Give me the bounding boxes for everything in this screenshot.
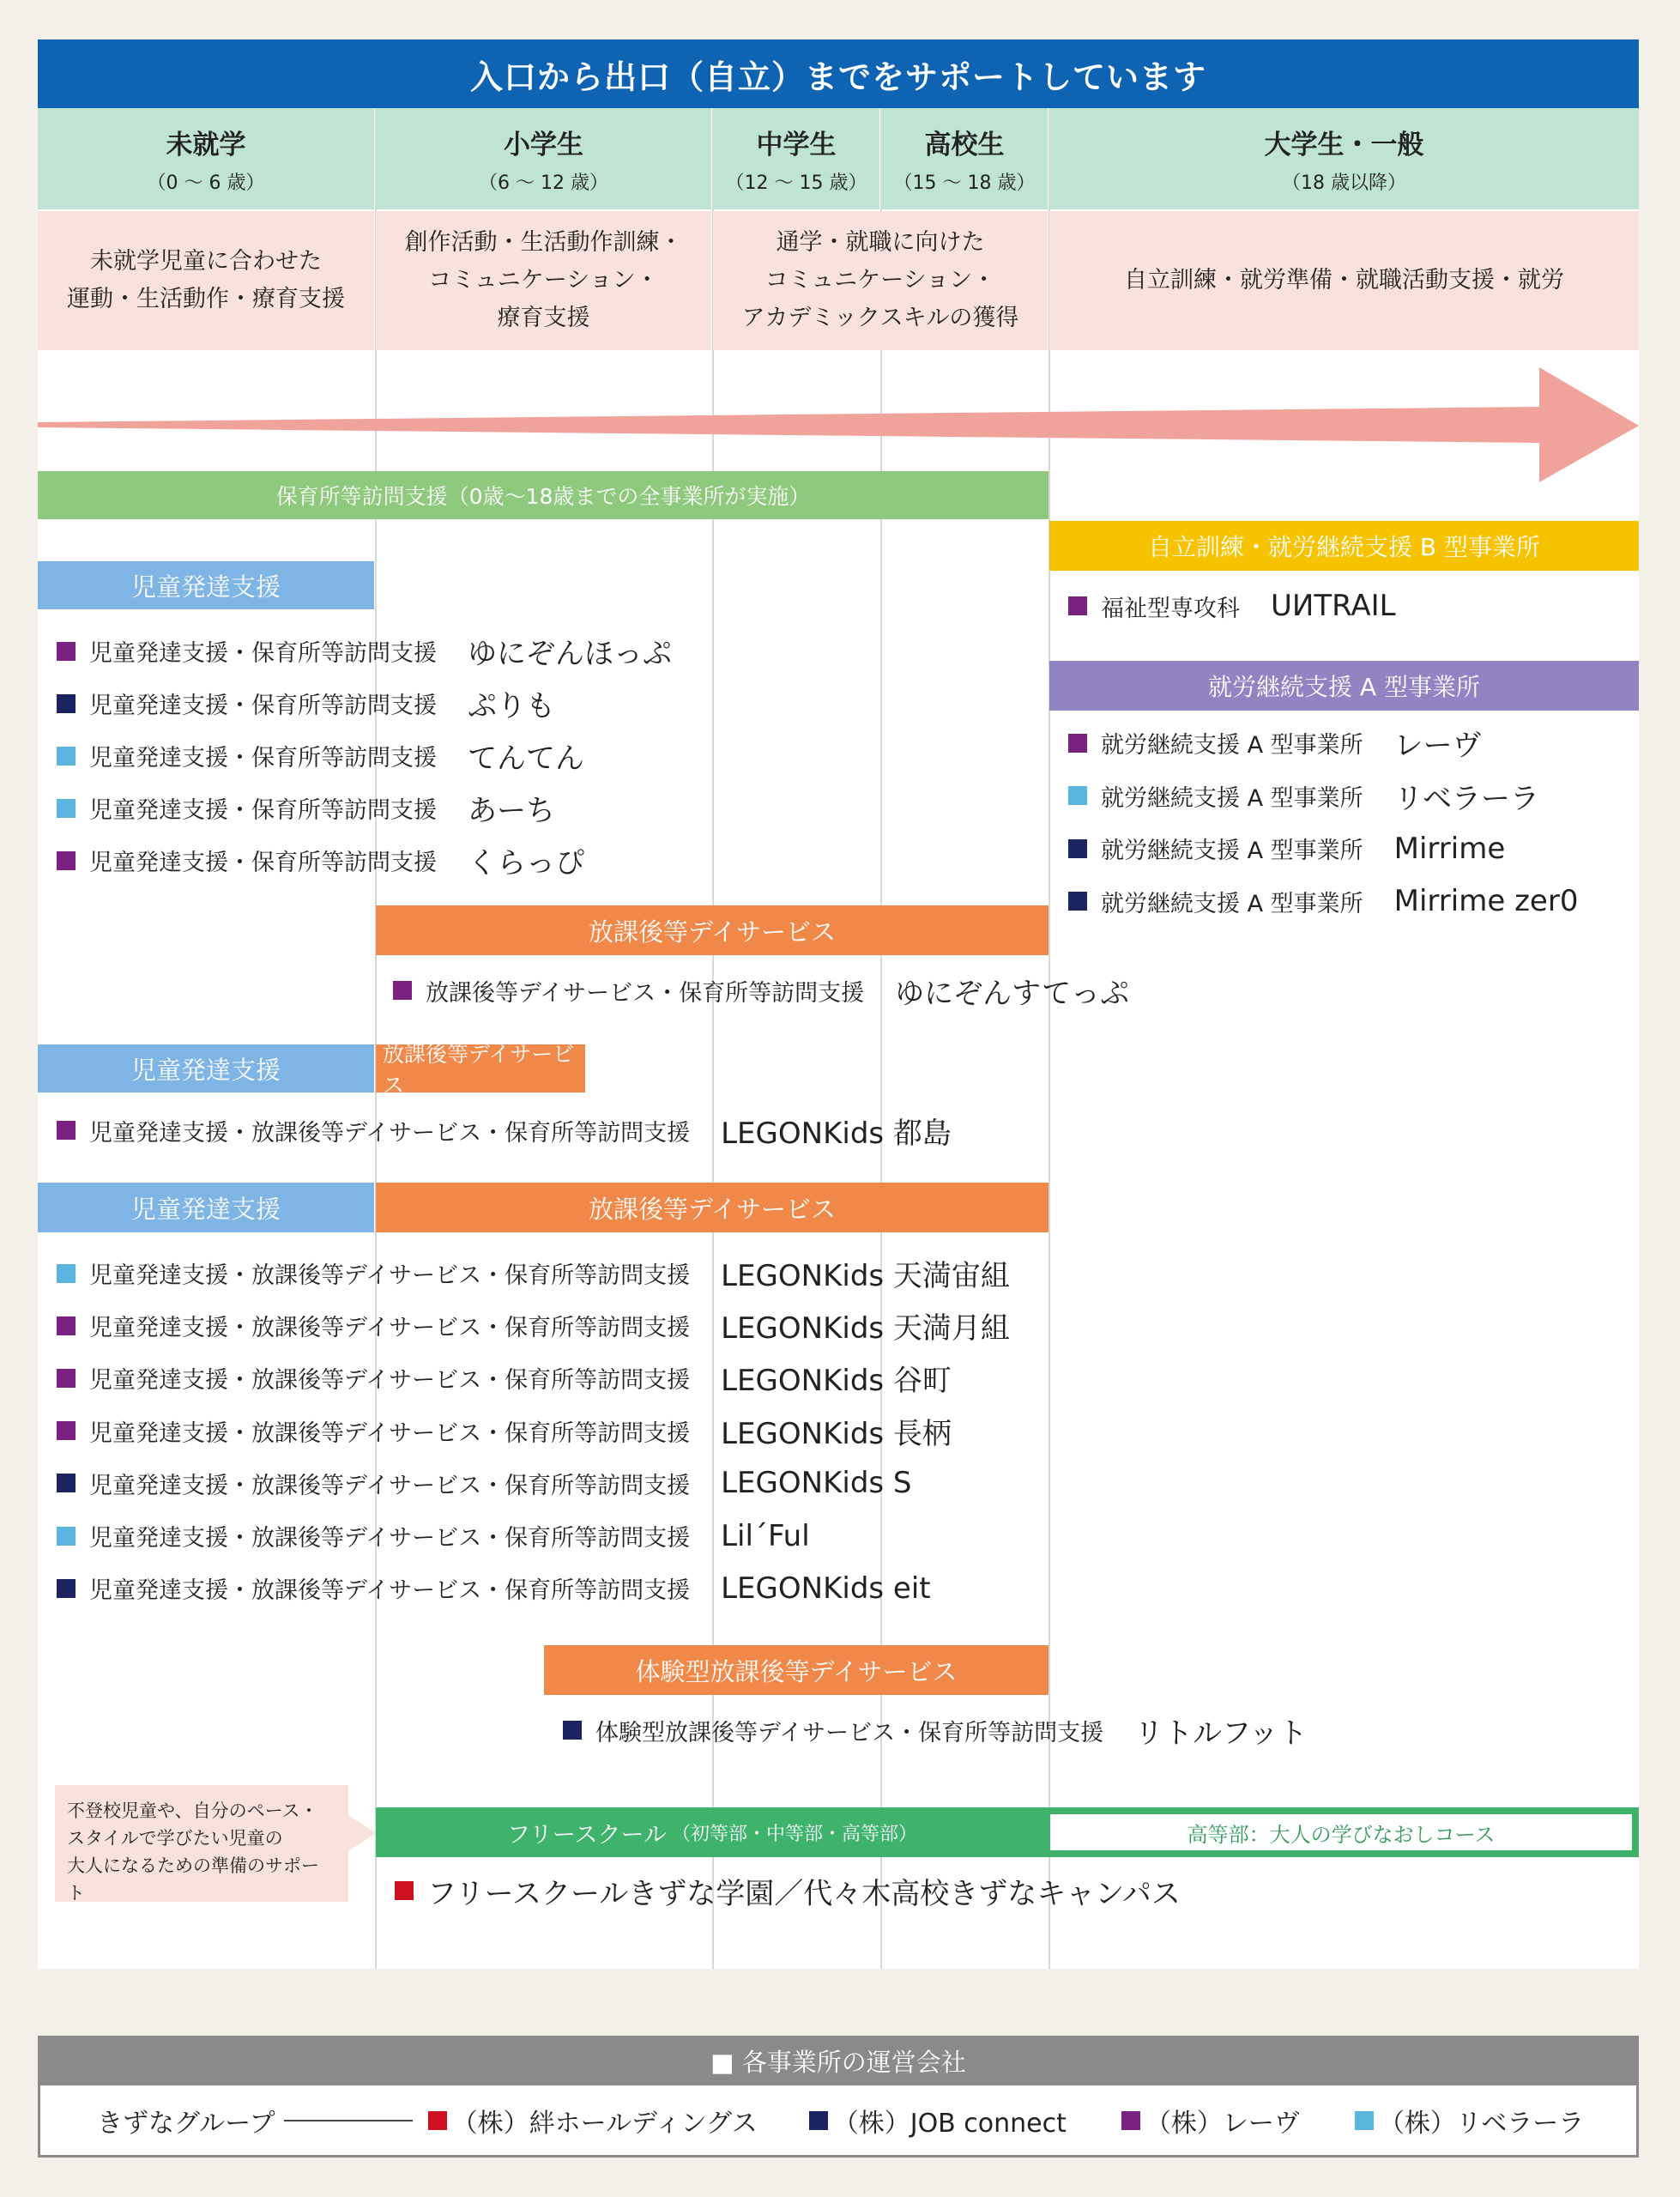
shuro-a-bar: 就労継続支援 A 型事業所 — [1049, 661, 1639, 711]
note-pointer-icon — [347, 1814, 378, 1852]
facility-type: 児童発達支援・放課後等デイサービス・保育所等訪問支援 — [89, 1367, 691, 1395]
list-item — [57, 1405, 1010, 1457]
facility-name: LEGONKids eit — [721, 1571, 931, 1606]
facility-name: リベラーラ — [1393, 781, 1539, 816]
lightblue-square-icon — [57, 799, 76, 818]
facility-type: 児童発達支援・放課後等デイサービス・保育所等訪問支援 — [89, 1525, 691, 1552]
houkago-day-bar: 放課後等デイサービス — [376, 905, 1048, 955]
facility-name: LEGONKids S — [721, 1466, 912, 1501]
navy-square-icon — [1068, 892, 1087, 911]
free-school-label: フリースクール — [506, 1821, 667, 1849]
stage-elementary — [376, 108, 711, 209]
progress-arrow-icon — [38, 360, 1642, 489]
list-item — [1068, 717, 1578, 770]
jidou3-list — [57, 1247, 1010, 1614]
red-square-icon — [428, 2111, 447, 2130]
list-item — [57, 1562, 1010, 1614]
list-item — [57, 677, 672, 729]
facility-type: 児童発達支援・放課後等デイサービス・保育所等訪問支援 — [89, 1472, 691, 1499]
facility-name: LEGONKids 長柄 — [721, 1416, 952, 1451]
group-name: きずなグループ — [97, 2108, 275, 2139]
purple-square-icon — [1121, 2111, 1140, 2130]
facility-name: ぷりも — [468, 689, 555, 723]
stage-description: 自立訓練・就労準備・就職活動支援・就労 — [1049, 211, 1639, 350]
facility-name: Lil´Ful — [721, 1518, 810, 1553]
list-item — [57, 1105, 952, 1156]
company-name: （株）JOB connect — [832, 2108, 1067, 2139]
stage-range: （15 〜 18 歳） — [893, 172, 1036, 194]
facility-name: あーち — [468, 794, 555, 828]
shuro-a-list — [1068, 717, 1578, 928]
houkago-day-bar: 放課後等デイサービス — [376, 1044, 585, 1092]
purple-square-icon — [57, 642, 76, 661]
stage-range: （18 歳以降） — [1282, 172, 1406, 194]
facility-type: 就労継続支援 A 型事業所 — [1101, 890, 1363, 917]
facility-type: 就労継続支援 A 型事業所 — [1101, 732, 1363, 760]
jidou2-list — [57, 1105, 952, 1156]
lightblue-square-icon — [57, 747, 76, 766]
stage-range: （12 〜 15 歳） — [725, 172, 867, 194]
list-item — [57, 1352, 1010, 1404]
navy-square-icon — [1068, 839, 1087, 858]
facility-name: くらっぴ — [468, 846, 584, 881]
facility-type: 児童発達支援・保育所等訪問支援 — [89, 850, 437, 876]
page-title: 入口から出口（自立）までをサポートしています — [38, 39, 1639, 108]
purple-square-icon — [393, 981, 412, 1000]
navy-square-icon — [57, 694, 76, 713]
facility-type: 児童発達支援・保育所等訪問支援 — [89, 640, 437, 667]
facility-type: 児童発達支援・放課後等デイサービス・保育所等訪問支援 — [89, 1577, 691, 1605]
stage-description: 創作活動・生活動作訓練・ コミュニケーション・ 療育支援 — [376, 211, 711, 350]
list-item — [57, 1247, 1010, 1299]
navy-square-icon — [57, 1579, 76, 1598]
stage-range: （6 〜 12 歳） — [479, 172, 608, 194]
list-item — [57, 1299, 1010, 1352]
stage-preschool — [38, 108, 374, 209]
facility-type: 児童発達支援・保育所等訪問支援 — [89, 745, 437, 772]
lightblue-square-icon — [1355, 2111, 1374, 2130]
stage-adult — [1049, 108, 1639, 209]
facility-name: ゆにぞんほっぷ — [468, 637, 672, 671]
free-school-list — [395, 1866, 1181, 1916]
facility-type: 児童発達支援・保育所等訪問支援 — [89, 693, 437, 719]
facility-name: Mirrime — [1393, 831, 1506, 866]
houkago1-list — [393, 965, 1129, 1016]
company-name: （株）絆ホールディングス — [451, 2108, 758, 2139]
free-school-label-wrap — [376, 1807, 1048, 1857]
stage-description: 通学・就職に向けた コミュニケーション・ アカデミックスキルの獲得 — [713, 211, 1048, 350]
operators-header: ■ 各事業所の運営会社 — [38, 2036, 1639, 2085]
stage-name: 中学生 — [756, 130, 837, 160]
stage-name: 大学生・一般 — [1264, 130, 1424, 160]
purple-square-icon — [57, 1316, 76, 1335]
facility-type: 児童発達支援・放課後等デイサービス・保育所等訪問支援 — [89, 1419, 691, 1447]
navy-square-icon — [57, 1474, 76, 1492]
facility-name: LEGONKids 谷町 — [721, 1364, 952, 1399]
stage-high-school — [881, 108, 1048, 209]
facility-type: 放課後等デイサービス・保育所等訪問支援 — [426, 979, 865, 1007]
facility-name: Mirrime zer0 — [1393, 884, 1579, 919]
list-item — [395, 1866, 1181, 1916]
purple-square-icon — [57, 1121, 76, 1140]
facility-type: 体験型放課後等デイサービス・保育所等訪問支援 — [595, 1719, 1104, 1746]
facility-name: フリースクールきずな学園／代々木高校きずなキャンパス — [427, 1876, 1181, 1911]
facility-name: LEGONKids 都島 — [721, 1116, 952, 1151]
facility-type: 就労継続支援 A 型事業所 — [1101, 838, 1363, 865]
purple-square-icon — [1068, 734, 1087, 753]
facility-name: てんてん — [468, 741, 584, 776]
jidou1-list — [57, 625, 672, 887]
list-item — [1068, 822, 1578, 875]
list-item — [57, 729, 672, 782]
list-item — [1068, 770, 1578, 823]
facility-type: 児童発達支援・保育所等訪問支援 — [89, 797, 437, 824]
list-item — [57, 834, 672, 887]
facility-type: 児童発達支援・放課後等デイサービス・保育所等訪問支援 — [89, 1262, 691, 1290]
facility-type: 児童発達支援・放課後等デイサービス・保育所等訪問支援 — [89, 1315, 691, 1342]
purple-square-icon — [57, 851, 76, 870]
facility-name: レーヴ — [1393, 729, 1482, 764]
jiritsu-b-bar: 自立訓練・就労継続支援 B 型事業所 — [1049, 521, 1639, 571]
facility-name: UИTRAIL — [1271, 589, 1396, 623]
facility-name: LEGONKids 天満宙組 — [721, 1259, 1010, 1294]
purple-square-icon — [57, 1369, 76, 1388]
list-item — [1068, 580, 1396, 632]
list-item — [393, 965, 1129, 1016]
facility-type: 児童発達支援・放課後等デイサービス・保育所等訪問支援 — [89, 1119, 691, 1147]
facility-name: LEGONKids 天満月組 — [721, 1311, 1010, 1347]
red-square-icon — [395, 1881, 414, 1900]
jiritsu-b-list — [1068, 580, 1396, 632]
houkago-day-bar: 放課後等デイサービス — [376, 1183, 1048, 1232]
list-item — [57, 782, 672, 834]
stage-description: 未就学児童に合わせた 運動・生活動作・療育支援 — [38, 211, 374, 350]
stage-range: （0 〜 6 歳） — [147, 172, 265, 194]
jidou-hattatsu-bar: 児童発達支援 — [38, 561, 374, 609]
company-name: （株）レーヴ — [1145, 2108, 1300, 2139]
lightblue-square-icon — [1068, 786, 1087, 805]
facility-type: 福祉型専攻科 — [1101, 595, 1240, 622]
list-item — [1068, 875, 1578, 929]
facility-name: リトルフット — [1134, 1716, 1308, 1751]
legend-divider — [284, 2120, 413, 2121]
hoikusho-bar: 保育所等訪問支援（0歳〜18歳までの全事業所が実施） — [38, 471, 1048, 519]
facility-name: ゆにぞんすてっぷ — [895, 976, 1130, 1011]
jidou-hattatsu-bar: 児童発達支援 — [38, 1044, 374, 1092]
facility-type: 就労継続支援 A 型事業所 — [1101, 784, 1363, 812]
navy-square-icon — [809, 2111, 828, 2130]
jidou-hattatsu-bar: 児童発達支援 — [38, 1183, 374, 1232]
operators-legend — [38, 2085, 1639, 2158]
lightblue-square-icon — [57, 1264, 76, 1283]
free-school-sublabel: （初等部・中等部・高等部） — [672, 1823, 918, 1845]
lightblue-square-icon — [57, 1527, 76, 1546]
list-item — [57, 1457, 1010, 1510]
navy-square-icon — [563, 1721, 582, 1740]
stage-junior-high — [713, 108, 879, 209]
free-school-note: 不登校児童や、自分のペース・ スタイルで学びたい児童の 大人になるための準備のサポート — [55, 1785, 348, 1902]
taiken-houkago-bar: 体験型放課後等デイサービス — [544, 1645, 1048, 1695]
taiken-list — [563, 1704, 1308, 1756]
list-item — [563, 1704, 1308, 1756]
stage-name: 未就学 — [166, 130, 246, 160]
stage-name: 高校生 — [924, 130, 1005, 160]
purple-square-icon — [57, 1421, 76, 1440]
stage-name: 小学生 — [504, 130, 583, 160]
company-name: （株）リベラーラ — [1378, 2108, 1585, 2139]
list-item — [57, 1510, 1010, 1562]
list-item — [57, 625, 672, 677]
adult-course-label: 高等部：大人の学びなおしコース — [1050, 1814, 1632, 1850]
purple-square-icon — [1068, 596, 1087, 615]
